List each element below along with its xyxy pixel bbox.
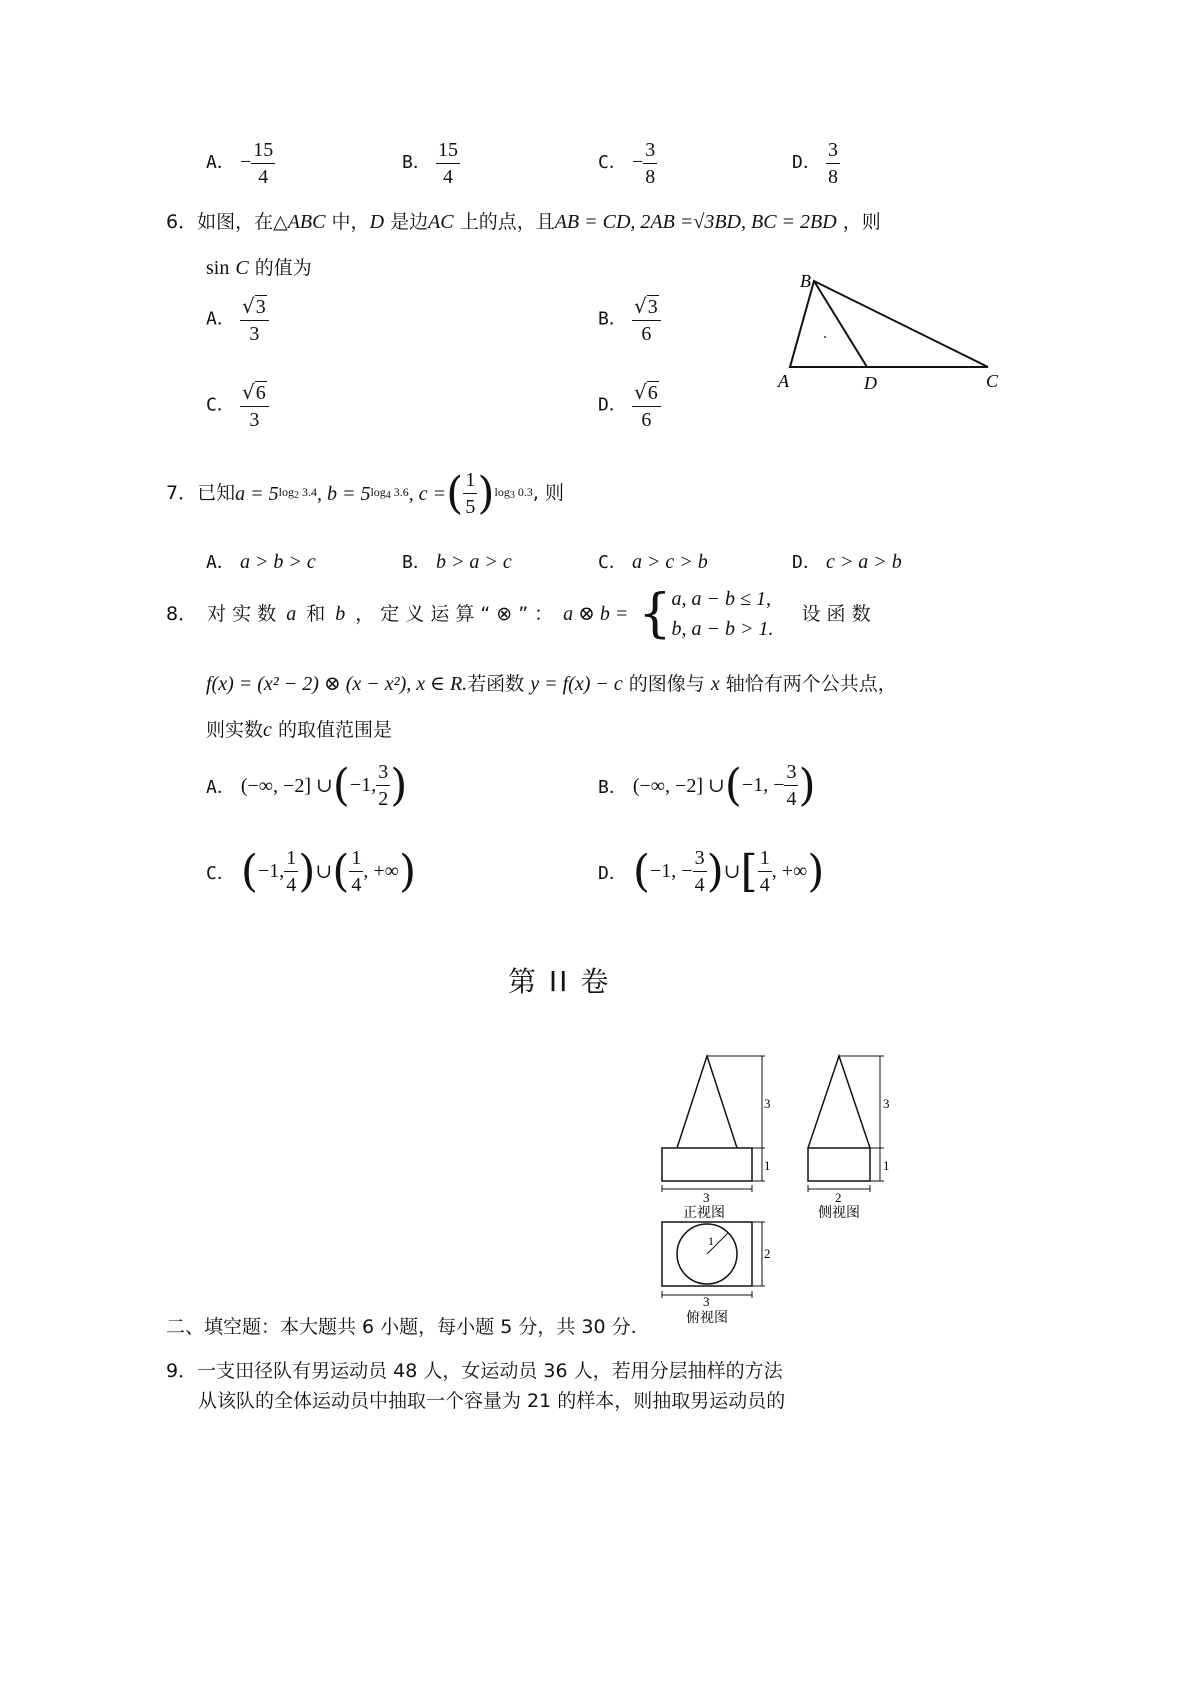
label-b: B xyxy=(800,271,811,291)
triangle-abc xyxy=(790,281,988,367)
q7-option-a: A． a > b > c xyxy=(206,551,316,573)
triangle-figure xyxy=(770,265,1010,395)
q6-option-a: A． $\frac{√3}{3}$ xyxy=(206,296,269,344)
top-view-radius-label: 1 xyxy=(708,1234,714,1248)
q6-option-d: D． $\frac{√6}{6}$ xyxy=(598,382,661,430)
front-view-label: 正视图 xyxy=(683,1206,725,1221)
label-a: A xyxy=(778,371,789,391)
three-view-figure xyxy=(650,1050,910,1340)
q5-option-c: C． − $\frac{3}{8}$ xyxy=(598,139,656,188)
q5-option-b: B． $\frac{15}{4}$ xyxy=(402,139,458,188)
side-view-triangle xyxy=(808,1056,870,1148)
q7-option-d: D． c > a > b xyxy=(792,551,902,573)
label-c: C xyxy=(986,371,999,391)
side-view-base-height-label: 1 xyxy=(883,1158,890,1173)
q7-stem: 7． 已知 a = 5 $\log_2 3.4$ , b = 5 $\log_4 3.6$ , c = ( $\frac{1}{5}$ ) $\log_3 0.3$ , 则 xyxy=(166,467,564,519)
q6-stem-line1: 6．如图，在△ABC 中，D 是边AC 上的点，且AB = CD, 2AB =√3BD, BC = 2BD ，则 xyxy=(166,211,881,233)
part2-heading: 二、填空题：本大题共 6 小题，每小题 5 分，共 30 分. xyxy=(166,1316,637,1338)
q5-option-d: D． $\frac{3}{8}$ xyxy=(792,139,838,188)
front-view-height-label: 3 xyxy=(764,1096,771,1111)
side-view-height-label: 3 xyxy=(883,1096,890,1111)
top-view-width-label: 3 xyxy=(703,1294,710,1309)
q8-stem-line2: f(x) = (x² − 2) ⊗ (x − x²), x ∈ R.若函数 y = f(x) − c 的图像与 x 轴恰有两个公共点， xyxy=(206,673,897,695)
q6-stem-line2: sin C 的值为 xyxy=(206,257,312,279)
side-view-label: 侧视图 xyxy=(818,1206,860,1221)
q9-line2: 从该队的全体运动员中抽取一个容量为 21 的样本，则抽取男运动员的 xyxy=(198,1390,786,1412)
front-view-triangle xyxy=(677,1056,737,1148)
q8-option-b: B． (−∞, −2] ∪ ( −1, − $\frac{3}{4}$ ) xyxy=(598,759,816,811)
front-view-base-height-label: 1 xyxy=(764,1158,771,1173)
q6-option-b: B． $\frac{√3}{6}$ xyxy=(598,296,661,344)
label-d: D xyxy=(864,373,877,393)
front-view-width-label: 3 xyxy=(703,1190,710,1205)
q8-option-c: C． ( −1, $\frac{1}{4}$ ) ∪ ( $\frac{1}{4}$ , +∞ ) xyxy=(206,845,417,897)
q6-option-c: C． $\frac{√6}{3}$ xyxy=(206,382,269,430)
front-view-base xyxy=(662,1148,752,1181)
q8-option-d: D． ( −1, − $\frac{3}{4}$ ) ∪ [ $\frac{1}{4}$ , +∞ ) xyxy=(598,845,825,897)
section-title: 第 II 卷 xyxy=(508,965,611,998)
top-view-label: 俯视图 xyxy=(686,1311,728,1326)
q9-line1: 9．一支田径队有男运动员 48 人，女运动员 36 人，若用分层抽样的方法 xyxy=(166,1360,783,1382)
q8-stem-line1: 8． 对 实 数 a 和 b ， 定 义 运 算 “ ⊗ ” ： a ⊗ b = { a, a − b ≤ 1, b, a − b > 1. 设 函 数 xyxy=(166,584,871,644)
q5-option-a: A． − $\frac{15}{4}$ xyxy=(206,139,274,188)
q8-option-a: A． (−∞, −2] ∪ ( −1, $\frac{3}{2}$ ) xyxy=(206,759,408,811)
q7-option-c: C． a > c > b xyxy=(598,551,708,573)
side-view-base xyxy=(808,1148,870,1181)
q8-stem-line3: 则实数c 的取值范围是 xyxy=(206,719,392,741)
top-view-height-label: 2 xyxy=(764,1246,771,1261)
q7-option-b: B． b > a > c xyxy=(402,551,512,573)
side-view-width-label: 2 xyxy=(835,1190,842,1205)
